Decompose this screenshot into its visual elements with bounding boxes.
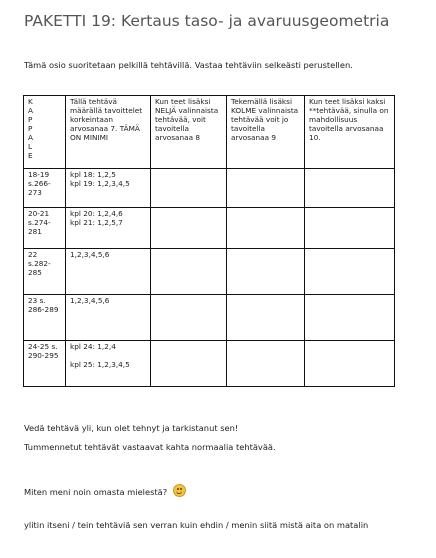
tasks-line: kpl 18: 1,2,5 bbox=[70, 170, 116, 179]
kappale-letter: P bbox=[28, 115, 33, 124]
page-title: PAKETTI 19: Kertaus taso- ja avaruusgeometria bbox=[24, 12, 390, 30]
kappale-cell: 22 s.282-285 bbox=[24, 249, 66, 295]
kappale-header bbox=[24, 96, 66, 169]
kappale-letter: A bbox=[28, 133, 33, 142]
answer-options: ylitin itseni / tein tehtäviä sen verran kuin ehdin / menin siitä mistä aita on matalin bbox=[24, 520, 369, 530]
note-text: Tummennetut tehtävät vastaavat kahta normaalia tehtävää. bbox=[24, 442, 276, 452]
tasks-line: kpl 20: 1,2,4,6 bbox=[70, 209, 123, 218]
grade-9-cell[interactable] bbox=[227, 208, 305, 249]
table-row bbox=[24, 249, 395, 295]
tasks-line: 1,2,3,4,5,6 bbox=[70, 296, 110, 305]
header-grade-8: Kun teet lisäksi NELJÄ valinnaista tehtävää, voit tavoitella arvosanaa 8 bbox=[151, 96, 227, 169]
grade-10-cell[interactable] bbox=[305, 249, 395, 295]
kappale-cell: 23 s. 286-289 bbox=[24, 295, 66, 341]
intro-text: Tämä osio suoritetaan pelkillä tehtävillä. Vastaa tehtäviin selkeästi perustellen. bbox=[24, 60, 353, 70]
grade-8-cell[interactable] bbox=[151, 295, 227, 341]
table-row bbox=[24, 169, 395, 208]
tasks-line: kpl 19: 1,2,3,4,5 bbox=[70, 179, 130, 188]
grade-9-cell[interactable] bbox=[227, 295, 305, 341]
tasks-cell bbox=[66, 169, 151, 208]
table-row bbox=[24, 295, 395, 341]
table-row bbox=[24, 208, 395, 249]
grade-8-cell[interactable] bbox=[151, 341, 227, 387]
tasks-cell bbox=[66, 295, 151, 341]
grade-10-cell[interactable] bbox=[305, 341, 395, 387]
kappale-cell: 20-21 s.274-281 bbox=[24, 208, 66, 249]
tasks-cell bbox=[66, 249, 151, 295]
question-text: Miten meni noin omasta mielestä? bbox=[24, 487, 168, 497]
kappale-letter: E bbox=[28, 151, 33, 160]
table-header-row bbox=[24, 96, 395, 169]
reflection-question bbox=[24, 484, 186, 497]
grade-8-cell[interactable] bbox=[151, 169, 227, 208]
tasks-line: kpl 21: 1,2,5,7 bbox=[70, 218, 123, 227]
kappale-letter: A bbox=[28, 106, 33, 115]
grade-9-cell[interactable] bbox=[227, 249, 305, 295]
tasks-line: 1,2,3,4,5,6 bbox=[70, 250, 110, 259]
grade-9-cell[interactable] bbox=[227, 169, 305, 208]
smiling-face-icon bbox=[173, 484, 186, 497]
grade-8-cell[interactable] bbox=[151, 249, 227, 295]
tasks-cell bbox=[66, 341, 151, 387]
header-grade-7: Tällä tehtävä määrällä tavoittelet korkeintaan arvosanaa 7. TÄMÄ ON MINIMI bbox=[66, 96, 151, 169]
grade-9-cell[interactable] bbox=[227, 341, 305, 387]
kappale-letter: K bbox=[28, 97, 33, 106]
tasks-line: kpl 24: 1,2,4 bbox=[70, 342, 116, 351]
instruction-text: Vedä tehtävä yli, kun olet tehnyt ja tarkistanut sen! bbox=[24, 423, 239, 433]
header-grade-9: Tekemällä lisäksi KOLME valinnaista tehtävää voit jo tavoitella arvosanaa 9 bbox=[227, 96, 305, 169]
grade-8-cell[interactable] bbox=[151, 208, 227, 249]
tasks-line: kpl 25: 1,2,3,4,5 bbox=[70, 360, 130, 369]
table-row bbox=[24, 341, 395, 387]
kappale-cell: 24-25 s. 290-295 bbox=[24, 341, 66, 387]
grade-10-cell[interactable] bbox=[305, 208, 395, 249]
kappale-cell: 18-19 s.266-273 bbox=[24, 169, 66, 208]
grade-10-cell[interactable] bbox=[305, 295, 395, 341]
kappale-letter: L bbox=[28, 142, 33, 151]
task-table bbox=[23, 95, 395, 387]
header-grade-10: Kun teet lisäksi kaksi **tehtävää, sinulla on mahdollisuus tavoitella arvosanaa 10. bbox=[305, 96, 395, 169]
grade-10-cell[interactable] bbox=[305, 169, 395, 208]
tasks-cell bbox=[66, 208, 151, 249]
kappale-letter: P bbox=[28, 124, 33, 133]
